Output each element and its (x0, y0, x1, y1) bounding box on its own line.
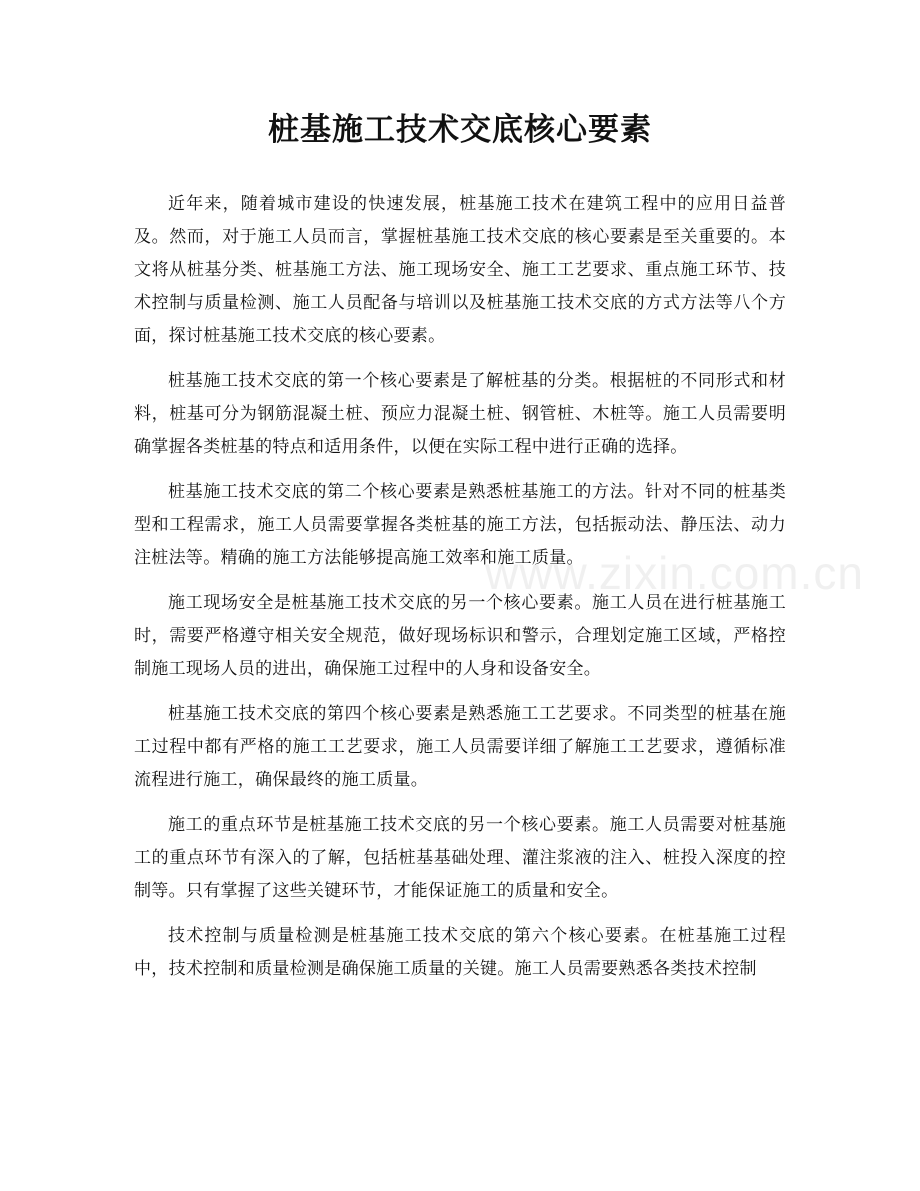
paragraph-3: 桩基施工技术交底的第二个核心要素是熟悉桩基施工的方法。针对不同的桩基类型和工程需求，施工人员需要掌握各类桩基的施工方法，包括振动法、静压法、动力注桩法等。精确的施工方法能够提高施工效率和施工质量。 (134, 482, 786, 568)
watermark: www.zixin.com.cn (485, 547, 864, 599)
paragraph-1: 近年来，随着城市建设的快速发展，桩基施工技术在建筑工程中的应用日益普及。然而，对于施工人员而言，掌握桩基施工技术交底的核心要素是至关重要的。本文将从桩基分类、桩基施工方法、施工现场安全、施工工艺要求、重点施工环节、技术控制与质量检测、施工人员配备与培训以及桩基施工技术交底的方式方法等八个方面，探讨桩基施工技术交底的核心要素。 (134, 194, 786, 346)
paragraph-4: 施工现场安全是桩基施工技术交底的另一个核心要素。施工人员在进行桩基施工时，需要严格遵守相关安全规范，做好现场标识和警示，合理划定施工区域，严格控制施工现场人员的进出，确保施工过程中的人身和设备安全。 (134, 593, 786, 679)
paragraph-2: 桩基施工技术交底的第一个核心要素是了解桩基的分类。根据桩的不同形式和材料，桩基可分为钢筋混凝土桩、预应力混凝土桩、钢管桩、木桩等。施工人员需要明确掌握各类桩基的特点和适用条件，以便在实际工程中进行正确的选择。 (134, 371, 786, 457)
paragraph-7: 技术控制与质量检测是桩基施工技术交底的第六个核心要素。在桩基施工过程中，技术控制和质量检测是确保施工质量的关键。施工人员需要熟悉各类技术控制 (134, 926, 786, 979)
document-body (134, 188, 786, 986)
document-title: 桩基施工技术交底核心要素 (268, 112, 652, 148)
paragraph-5: 桩基施工技术交底的第四个核心要素是熟悉施工工艺要求。不同类型的桩基在施工过程中都有严格的施工工艺要求，施工人员需要详细了解施工工艺要求，遵循标准流程进行施工，确保最终的施工质量。 (134, 704, 786, 790)
paragraph-6: 施工的重点环节是桩基施工技术交底的另一个核心要素。施工人员需要对桩基施工的重点环节有深入的了解，包括桩基基础处理、灌注浆液的注入、桩投入深度的控制等。只有掌握了这些关键环节，才能保证施工的质量和安全。 (134, 815, 786, 901)
